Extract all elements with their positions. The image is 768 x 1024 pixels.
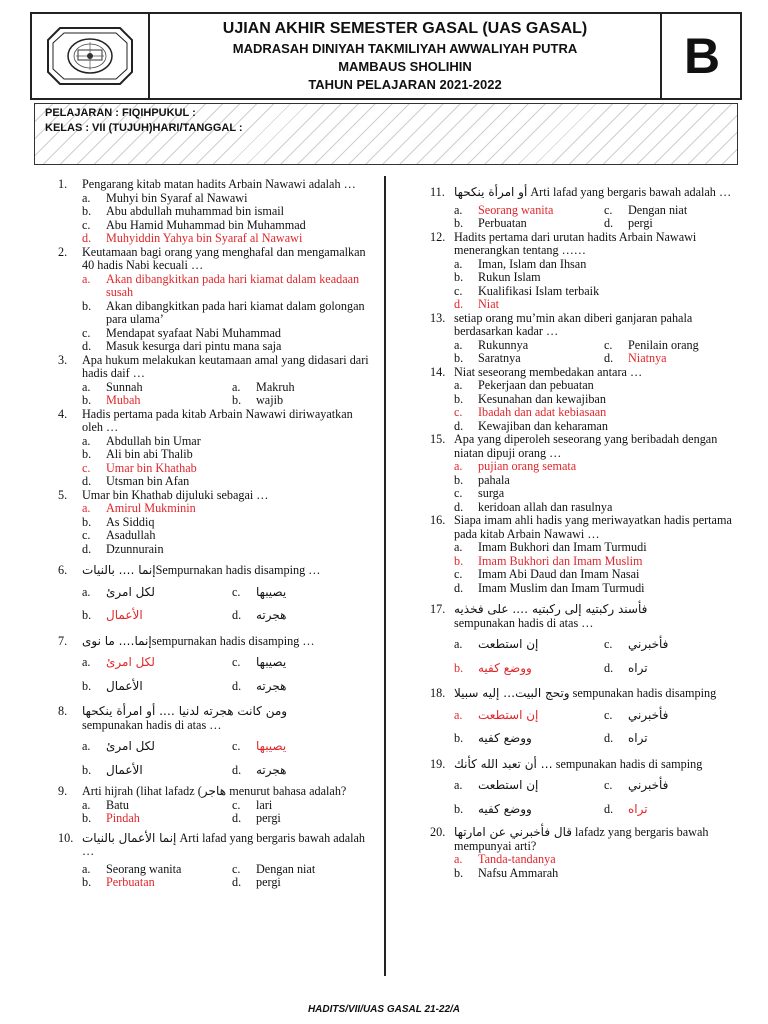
option-c[interactable]: c. يصيبها: [232, 655, 287, 669]
question-1: 1. Pengarang kitab matan hadits Arbain Nawawi adalah …: [58, 178, 376, 192]
option-b[interactable]: b. ووضع كفيه: [454, 731, 532, 745]
option-c[interactable]: c. surga: [454, 486, 505, 500]
question-text: Pengarang kitab matan hadits Arbain Nawawi adalah …: [82, 177, 356, 191]
exam-title: UJIAN AKHIR SEMESTER GASAL (UAS GASAL): [222, 20, 588, 37]
question-text: sempunakan hadis di samping: [555, 756, 703, 771]
question-text: Keutamaan bagi orang yang menghafal dan mengamalkan 40 hadis Nabi kecuali …: [82, 244, 366, 272]
question-text: sempunakan hadis di atas …: [454, 615, 594, 630]
option-b-answer[interactable]: b. Perbuatan: [82, 875, 155, 889]
question-text: Umar bin Khathab dijuluki sebagai …: [82, 487, 269, 502]
question-17: 17. فأسند ركبتيه إلى ركبتيه …. على فخذيه sempunakan hadis di atas …: [430, 602, 648, 630]
question-text: sempurnakan hadis disamping …: [151, 633, 315, 648]
question-text: Apa yang diperoleh seseorang yang beribadah dengan niatan dipuji orang …: [454, 432, 718, 460]
school-name: MADRASAH DINIYAH TAKMILIYAH AWWALIYAH PUTRA: [232, 41, 578, 56]
school-emblem-icon: [40, 20, 140, 92]
question-text: Arti lafad yang bergaris bawah adalah …: [530, 185, 732, 199]
option-d[interactable]: d. Kewajiban dan keharaman: [454, 418, 608, 433]
option-a-answer[interactable]: a. Akan dibangkitkan pada hari kiamat dalam keadaan susah: [82, 271, 360, 299]
option-a-answer[interactable]: a. لكل امرئ: [82, 655, 155, 669]
option-c[interactable]: c. Mendapat syafaat Nabi Muhammad: [82, 325, 281, 340]
academic-year: TAHUN PELAJARAN 2021-2022: [308, 77, 502, 92]
arabic-hadith: قال فأخبرني عن امارتها: [454, 825, 572, 839]
question-text: Siapa imam ahli hadis yang meriwayatkan hadis pertama pada kitab Arbain Nawawi …: [454, 513, 732, 541]
option-a-answer[interactable]: a. pujian orang semata: [454, 459, 577, 473]
option-a[interactable]: a. لكل امرئ: [82, 584, 155, 599]
option-d[interactable]: d. pergi: [604, 216, 653, 230]
option-b[interactable]: b. Abu abdullah muhammad bin ismail: [82, 204, 285, 218]
option-a[interactable]: a. إن استطعت: [454, 637, 539, 651]
arabic-hadith: ومن كانت هجرته لدنيا …. أو امرأة ينكحها: [82, 704, 288, 718]
option-c[interactable]: c. فأخبرني: [604, 778, 669, 792]
arabic-hadith: إنما …. بالنيات: [82, 563, 156, 577]
option-c-answer[interactable]: c. يصيبها: [232, 739, 287, 753]
question-18: 18. وتحج البيت… إليه سبيلا sempunakan hadis disamping: [430, 686, 717, 700]
exam-header: [30, 12, 742, 100]
question-7: 7. إنما…. ما نوىsempurnakan hadis disamping …: [58, 633, 315, 648]
school-subname: MAMBAUS SHOLIHIN: [338, 59, 472, 74]
option-c[interactable]: c. يصيبها: [232, 584, 287, 599]
question-text: Sempurnakan hadis disamping …: [155, 563, 321, 577]
question-11: 11. أو امرأة ينكحها Arti lafad yang bergaris bawah adalah …: [430, 185, 732, 199]
left-column: [58, 178, 376, 890]
question-12: 12. Hadits pertama dari urutan hadits Arbain Nawawi menerangkan tentang ……: [430, 231, 748, 258]
question-6: 6. إنما …. بالنياتSempurnakan hadis disamping …: [58, 563, 321, 577]
question-2: 2. Keutamaan bagi orang yang menghafal dan mengamalkan 40 hadis Nabi kecuali …: [58, 246, 376, 273]
header-titles: [150, 16, 660, 100]
option-d[interactable]: d. Masuk kesurga dari pintu mana saja: [82, 339, 282, 353]
question-text: Arti lafad yang bergaris bawah adalah …: [82, 830, 366, 858]
student-info-box: [34, 103, 738, 165]
option-d[interactable]: d. Dzunnurain: [82, 541, 164, 556]
info-class-line: KELAS : VII (TUJUH)HARI/TANGGAL :: [45, 122, 243, 134]
right-column: [430, 178, 748, 880]
option-c-answer[interactable]: c. Umar bin Khathab: [82, 460, 197, 475]
column-divider: [384, 176, 386, 976]
option-a[interactable]: a. Pekerjaan dan pebuatan: [454, 378, 594, 392]
page-footer-code: HADITS/VII/UAS GASAL 21-22/A: [307, 1004, 461, 1015]
arabic-hadith: أو امرأة ينكحها: [454, 185, 528, 199]
question-5: 5. Umar bin Khathab dijuluki sebagai …: [58, 489, 376, 503]
option-b[interactable]: b. Kesunahan dan kewajiban: [454, 391, 606, 406]
option-d-answer[interactable]: d. تراه: [604, 801, 648, 816]
question-3: 3. Apa hukum melakukan keutamaan amal yang didasari dari hadis daif …: [58, 354, 376, 381]
option-a-answer[interactable]: a. Seorang wanita: [454, 202, 554, 217]
option-c-answer[interactable]: c. Ibadah dan adat kebiasaan: [454, 405, 607, 419]
option-c[interactable]: c. Kualifikasi Islam terbaik: [454, 283, 600, 298]
option-b-answer[interactable]: b. Pindah: [82, 811, 140, 825]
option-b[interactable]: b. ووضع كفيه: [454, 801, 532, 816]
question-8: 8. ومن كانت هجرته لدنيا …. أو امرأة ينكحها sempunakan hadis di atas …: [58, 704, 288, 732]
option-d-answer[interactable]: d. Niatnya: [604, 351, 667, 365]
option-d[interactable]: d. تراه: [604, 660, 648, 675]
question-text: Niat seseorang membedakan antara …: [454, 364, 643, 379]
question-14: 14. Niat seseorang membedakan antara …: [430, 366, 748, 380]
option-a[interactable]: a. Iman, Islam dan Ihsan: [454, 256, 587, 271]
option-c[interactable]: c. Asadullah: [82, 528, 156, 542]
option-a[interactable]: a. لكل امرئ: [82, 739, 155, 753]
option-d[interactable]: d. Utsman bin Afan: [82, 474, 190, 488]
option-b[interactable]: b. Nafsu Ammarah: [454, 865, 559, 880]
question-15: 15. Apa yang diperoleh seseorang yang beribadah dengan niatan dipuji orang …: [430, 433, 748, 460]
option-a[interactable]: a. Muhyi bin Syaraf al Nawawi: [82, 190, 248, 205]
option-a[interactable]: a. Sunnah: [82, 379, 143, 394]
question-10: 10. إنما الأعمال بالنيات Arti lafad yang bergaris bawah adalah …: [58, 830, 366, 858]
option-c[interactable]: c. فأخبرني: [604, 707, 669, 722]
option-c[interactable]: c. Dengan niat: [604, 202, 688, 217]
option-d[interactable]: b. wajib: [232, 393, 284, 407]
option-c[interactable]: c. lari: [232, 797, 273, 812]
option-d[interactable]: d. تراه: [604, 731, 648, 745]
option-d-answer[interactable]: d. Muhyiddin Yahya bin Syaraf al Nawawi: [82, 231, 303, 245]
option-d[interactable]: d. Imam Muslim dan Imam Turmudi: [454, 580, 645, 595]
question-text: Hadis pertama pada kitab Arbain Nawawi diriwayatkan oleh …: [82, 406, 353, 434]
option-a-answer[interactable]: a. Amirul Mukminin: [82, 501, 196, 515]
option-b[interactable]: b. الأعمال: [82, 678, 143, 693]
info-subject-line: PELAJARAN : FIQIHPUKUL :: [45, 107, 196, 119]
question-16: 16. Siapa imam ahli hadis yang meriwayatkan hadis pertama pada kitab Arbain Nawawi …: [430, 514, 748, 541]
option-c[interactable]: c. Imam Abi Daud dan Imam Nasai: [454, 567, 640, 581]
arabic-hadith: إنما…. ما نوى: [82, 633, 152, 648]
option-b-answer[interactable]: b. Imam Bukhori dan Imam Muslim: [454, 553, 643, 568]
option-c[interactable]: a. Makruh: [232, 379, 295, 394]
option-b[interactable]: b. As Siddiq: [82, 514, 155, 529]
option-a[interactable]: a. Abdullah bin Umar: [82, 433, 201, 448]
arabic-hadith: وتحج البيت… إليه سبيلا: [454, 686, 570, 700]
question-text: Apa hukum melakukan keutamaan amal yang didasari dari hadis daif …: [82, 352, 369, 380]
question-text: sempunakan hadis disamping: [572, 686, 717, 700]
option-c[interactable]: c. Penilain orang: [604, 337, 699, 352]
question-9: 9. Arti hijrah (lihat lafadz (هاجر menurut bahasa adalah?: [58, 785, 376, 799]
question-20: 20. قال فأخبرني عن امارتها lafadz yang bergaris bawah mempunyai arti?: [430, 825, 709, 853]
option-b[interactable]: b. Ali bin abi Thalib: [82, 447, 193, 461]
option-a-answer[interactable]: a. Tanda-tandanya: [454, 852, 556, 866]
question-19: 19. أن تعبد الله كأنك … sempunakan hadis di samping: [430, 756, 703, 771]
question-text: setiap orang mu’min akan diberi ganjaran pahala berdasarkan kadar …: [454, 310, 693, 338]
question-13: 13. setiap orang mu’min akan diberi ganjaran pahala berdasarkan kadar …: [430, 312, 748, 339]
option-d[interactable]: d. pergi: [232, 811, 281, 825]
option-b[interactable]: b. Rukun Islam: [454, 270, 541, 284]
option-b-answer[interactable]: b. الأعمال: [82, 608, 143, 622]
question-text: Hadits pertama dari urutan hadits Arbain Nawawi menerangkan tentang ……: [454, 229, 697, 257]
option-a[interactable]: a. Batu: [82, 797, 130, 812]
option-c[interactable]: c. Abu Hamid Muhammad bin Muhammad: [82, 217, 306, 232]
option-c[interactable]: c. فأخبرني: [604, 637, 669, 651]
option-a[interactable]: a. Imam Bukhori dan Imam Turmudi: [454, 540, 647, 554]
option-b-answer[interactable]: b. Mubah: [82, 393, 141, 407]
option-b[interactable]: b. Saratnya: [454, 351, 521, 365]
option-b[interactable]: b. pahala: [454, 472, 510, 487]
exam-version-letter: B: [683, 28, 721, 84]
question-text: sempunakan hadis di atas …: [82, 717, 222, 732]
arabic-hadith: فأسند ركبتيه إلى ركبتيه …. على فخذيه: [454, 602, 648, 616]
option-b[interactable]: b. الأعمال: [82, 762, 143, 777]
question-4: 4. Hadis pertama pada kitab Arbain Nawawi diriwayatkan oleh …: [58, 408, 376, 435]
option-a[interactable]: a. Seorang wanita: [82, 861, 182, 876]
arabic-hadith: أن تعبد الله كأنك …: [454, 756, 553, 771]
option-b[interactable]: b. Akan dibangkitkan pada hari kiamat dalam golongan para ulama’: [82, 298, 365, 326]
option-b[interactable]: b. Perbuatan: [454, 216, 527, 230]
option-d[interactable]: d. keridoan allah dan rasulnya: [454, 499, 613, 514]
option-d[interactable]: d. هجرته: [232, 678, 287, 693]
option-a[interactable]: a. Rukunnya: [454, 337, 529, 352]
option-d[interactable]: d. هجرته: [232, 608, 287, 622]
arabic-hadith: إنما الأعمال بالنيات: [82, 830, 177, 845]
option-c[interactable]: c. Dengan niat: [232, 861, 316, 876]
option-d[interactable]: d. هجرته: [232, 762, 287, 777]
option-d-answer[interactable]: d. Niat: [454, 297, 499, 311]
option-a-answer[interactable]: a. إن استطعت: [454, 707, 539, 722]
option-a[interactable]: a. إن استطعت: [454, 778, 539, 792]
option-b-answer[interactable]: b. ووضع كفيه: [454, 660, 532, 675]
option-d[interactable]: d. pergi: [232, 875, 281, 889]
question-text: Arti hijrah (lihat lafadz (هاجر menurut bahasa adalah?: [82, 784, 347, 798]
question-text: lafadz yang bergaris bawah mempunyai arti?: [454, 825, 709, 853]
